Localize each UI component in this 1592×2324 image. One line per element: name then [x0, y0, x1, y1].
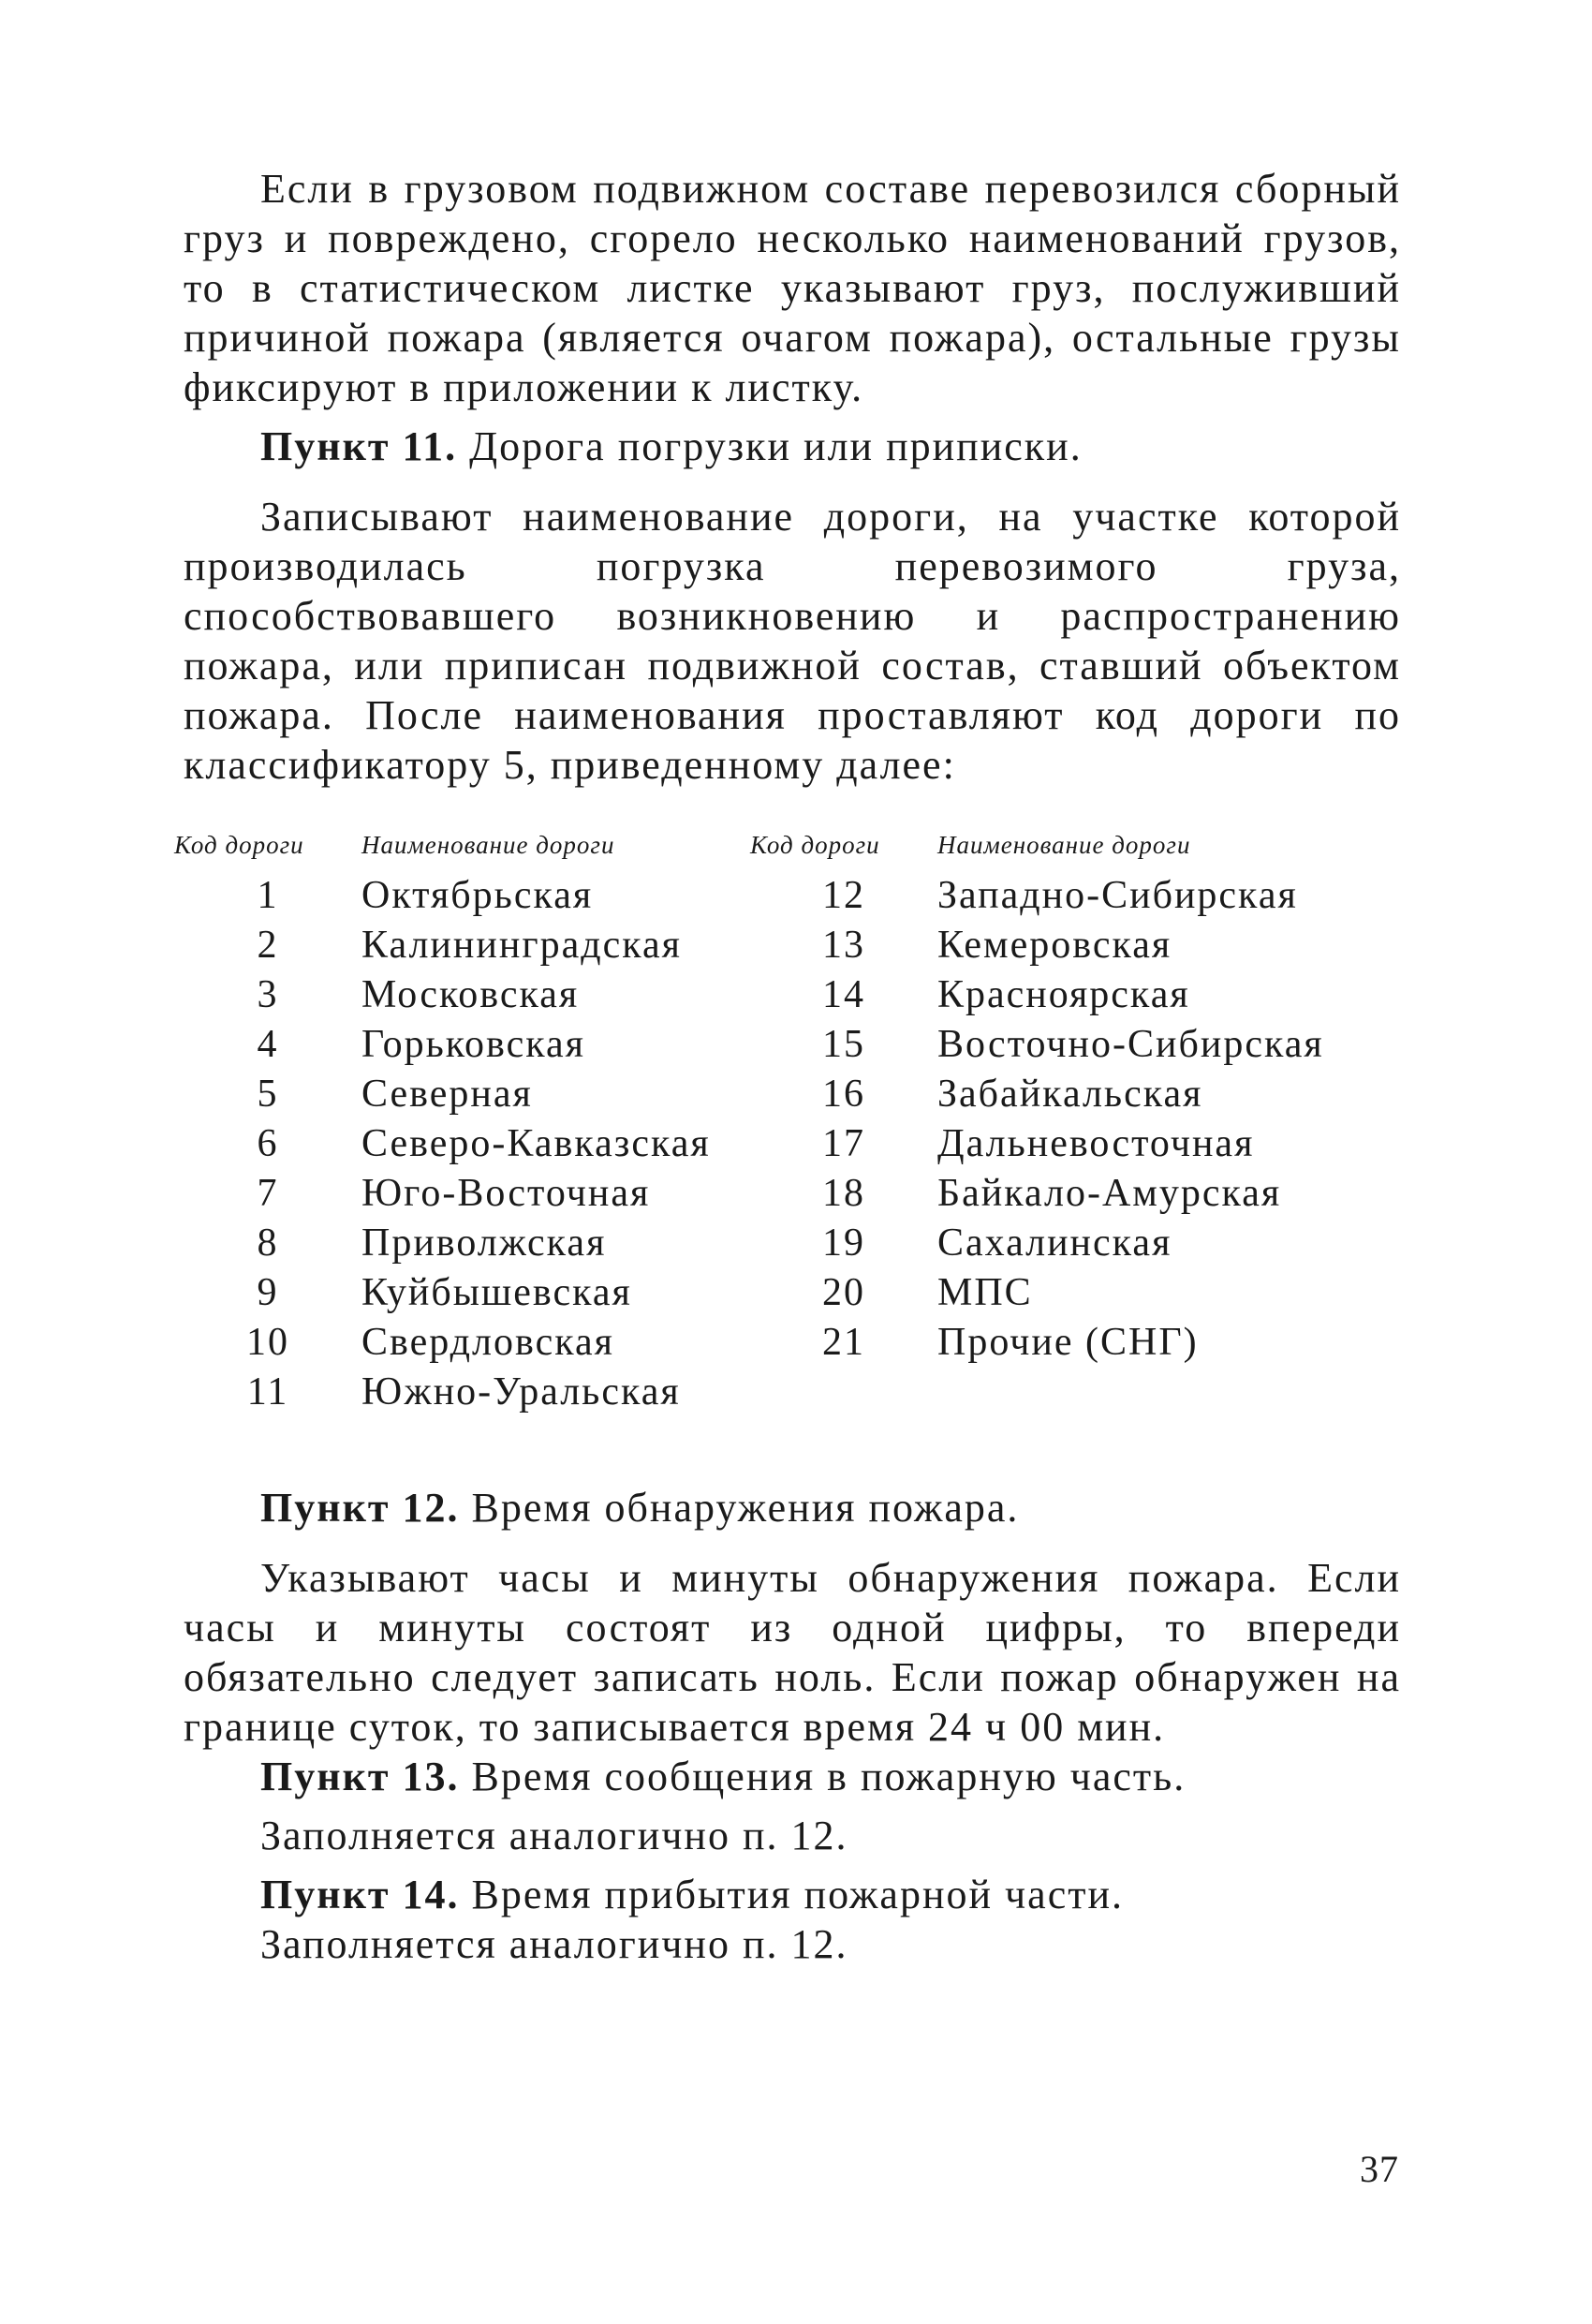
item-14-heading [184, 1870, 1401, 1919]
code-cell: 21 [822, 1321, 865, 1364]
name-cell: Кемеровская [937, 924, 1172, 967]
code-cell: 17 [822, 1122, 865, 1165]
paragraph-item-14-fill: Заполняется аналогично п. 12. [260, 1921, 848, 1967]
code-cell: 1 [257, 874, 279, 917]
code-cell: 15 [822, 1023, 865, 1066]
name-cell: Горьковская [361, 1023, 585, 1066]
table-header-row [174, 831, 1387, 871]
table-row [174, 1169, 1387, 1219]
name-cell [937, 1368, 1387, 1417]
table-row [174, 921, 1387, 970]
code-cell: 2 [257, 924, 279, 967]
name-cell: Южно-Уральская [361, 1370, 681, 1414]
name-cell: Прочие (СНГ) [937, 1321, 1199, 1364]
paragraph-road-description: Записывают наименование дороги, на участке которой производилась погрузка перевозимого груза, способствовавшего возникновению и распространению пожара, или приписан подвижной состав, ставший объектом пожара. После наименования проставляют код дороги по классификатору 5, приведенному далее: [184, 494, 1401, 788]
header-code-2: Код дороги [750, 831, 880, 859]
table-row [174, 1070, 1387, 1119]
code-cell: 12 [822, 874, 865, 917]
table-row [174, 1119, 1387, 1169]
name-cell: Калининградская [361, 924, 682, 967]
item-13-title: Время сообщения в пожарную часть. [459, 1754, 1187, 1799]
item-11-label: Пункт 11. [260, 423, 458, 469]
item-12-heading [184, 1483, 1401, 1532]
name-cell: Забайкальская [937, 1073, 1203, 1116]
table-row [174, 1268, 1387, 1318]
name-cell: Западно-Сибирская [937, 874, 1298, 917]
name-cell: Приволжская [361, 1221, 607, 1265]
name-cell: Сахалинская [937, 1221, 1172, 1265]
header-code-1: Код дороги [174, 831, 304, 859]
item-12-title: Время обнаружения пожара. [459, 1485, 1020, 1531]
name-cell: Северо-Кавказская [361, 1122, 711, 1165]
code-cell: 14 [822, 973, 865, 1016]
document-page [174, 164, 1401, 1969]
name-cell: Байкало-Амурская [937, 1172, 1282, 1215]
table-row [174, 1318, 1387, 1368]
table-row [174, 1219, 1387, 1268]
page-number: 37 [1360, 2148, 1399, 2190]
item-12-label: Пункт 12. [260, 1485, 460, 1531]
code-cell: 20 [822, 1271, 865, 1314]
paragraph-detection-time: Указывают часы и минуты обнаружения пожара. Если часы и минуты состоят из одной цифры, то впереди обязательно следует записать ноль. Если пожар обнаружен на границе суток, то записывается время 24 ч 00 мин. [184, 1555, 1401, 1750]
code-cell: 19 [822, 1221, 865, 1265]
code-cell: 6 [257, 1122, 279, 1165]
item-11-title: Дорога погрузки или приписки. [457, 423, 1083, 469]
name-cell: Дальневосточная [937, 1122, 1255, 1165]
name-cell: Свердловская [361, 1321, 614, 1364]
name-cell: Красноярская [937, 973, 1190, 1016]
code-cell: 3 [257, 973, 279, 1016]
item-13-heading [184, 1752, 1401, 1801]
code-cell [750, 1368, 937, 1417]
paragraph-cargo: Если в грузовом подвижном составе перевозился сборный груз и повреждено, сгорело несколько наименований грузов, то в статистическом листке указывают груз, послуживший причиной пожара (является очагом пожара), остальные грузы фиксируют в приложении к листку. [184, 166, 1401, 410]
item-13-label: Пункт 13. [260, 1754, 460, 1799]
header-name-2: Наименование дороги [937, 831, 1191, 859]
item-14-label: Пункт 14. [260, 1872, 460, 1917]
table-row [174, 1020, 1387, 1070]
code-cell: 9 [257, 1271, 279, 1314]
code-cell: 4 [257, 1023, 279, 1066]
name-cell: Юго-Восточная [361, 1172, 651, 1215]
name-cell: Северная [361, 1073, 533, 1116]
name-cell: Куйбышевская [361, 1271, 632, 1314]
code-cell: 13 [822, 924, 865, 967]
table-row [174, 1368, 1387, 1417]
item-11-heading [184, 422, 1401, 471]
header-name-1: Наименование дороги [361, 831, 615, 859]
name-cell: МПС [937, 1271, 1033, 1314]
paragraph-item-13-fill: Заполняется аналогично п. 12. [260, 1813, 848, 1858]
name-cell: Московская [361, 973, 580, 1016]
code-cell: 5 [257, 1073, 279, 1116]
item-14-title: Время прибытия пожарной части. [459, 1872, 1124, 1917]
table-row [174, 970, 1387, 1020]
name-cell: Октябрьская [361, 874, 594, 917]
code-cell: 7 [257, 1172, 279, 1215]
table-row [174, 871, 1387, 921]
name-cell: Восточно-Сибирская [937, 1023, 1324, 1066]
road-code-table [174, 831, 1387, 1417]
code-cell: 8 [257, 1221, 279, 1265]
code-cell: 11 [246, 1370, 289, 1414]
code-cell: 18 [822, 1172, 865, 1215]
code-cell: 10 [246, 1321, 289, 1364]
code-cell: 16 [822, 1073, 865, 1116]
